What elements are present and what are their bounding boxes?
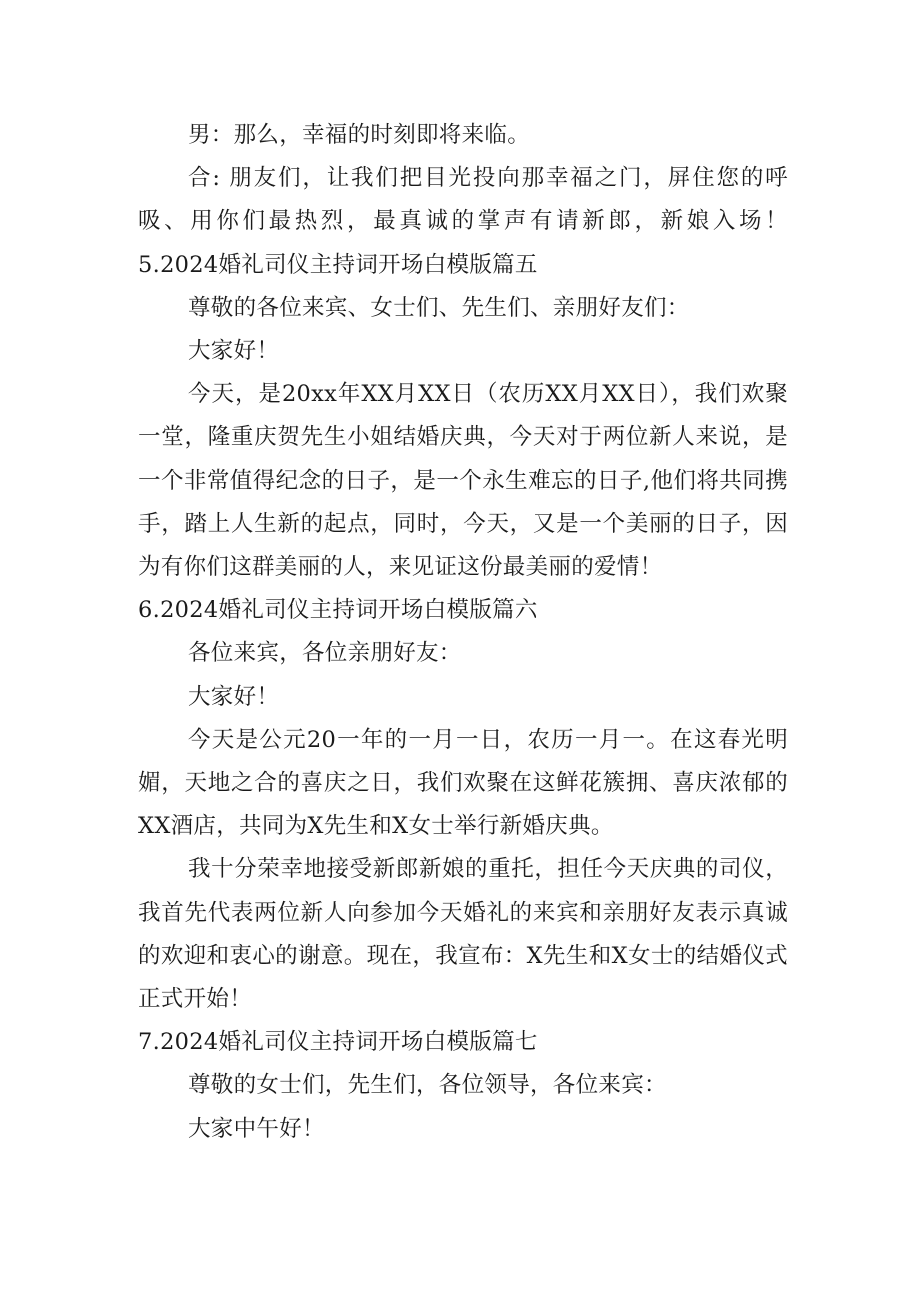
paragraph: 各位来宾，各位亲朋好友： bbox=[188, 640, 462, 667]
paragraph: 大家中午好！ bbox=[188, 1115, 325, 1142]
paragraph: 尊敬的各位来宾、女士们、先生们、亲朋好友们： bbox=[188, 294, 690, 321]
paragraph: 今天是公元20一年的一月一日，农历一月一。在这春光明媚，天地之合的喜庆之日，我们欢聚在这鲜花簇拥、喜庆浓郁的XX酒店，共同为X先生和X女士举行新婚庆典。 bbox=[138, 726, 788, 840]
paragraph: 大家好！ bbox=[188, 338, 280, 365]
paragraph: 今天，是20xx年XX月XX日（农历XX月XX日），我们欢聚一堂，隆重庆贺先生小姐结婚庆典，今天对于两位新人来说，是一个非常值得纪念的日子，是一个永生难忘的日子,他们将共同携手，踏上人生新的起点，同时，今天，又是一个美丽的日子，因为有你们这群美丽的人，来见证这份最美丽的爱情！ bbox=[138, 381, 788, 581]
paragraph: 我十分荣幸地接受新郎新娘的重托，担任今天庆典的司仪，我首先代表两位新人向参加今天婚礼的来宾和亲朋好友表示真诚的欢迎和衷心的谢意。现在，我宣布：X先生和X女士的结婚仪式正式开始！ bbox=[138, 856, 788, 1013]
paragraph: 大家好！ bbox=[188, 683, 280, 710]
section-heading: 6.2024婚礼司仪主持词开场白模版篇六 bbox=[138, 597, 538, 624]
paragraph: 男：那么，幸福的时刻即将来临。 bbox=[188, 122, 531, 148]
document-body bbox=[138, 114, 788, 1151]
paragraph: 合: 朋友们，让我们把目光投向那幸福之门，屏住您的呼吸、用你们最热烈，最真诚的掌声有请新郎，新娘入场！5.2024婚礼司仪主持词开场白模版篇五 bbox=[138, 165, 788, 278]
section-heading: 7.2024婚礼司仪主持词开场白模版篇七 bbox=[138, 1029, 538, 1056]
paragraph: 尊敬的女士们，先生们，各位领导，各位来宾： bbox=[188, 1072, 667, 1099]
